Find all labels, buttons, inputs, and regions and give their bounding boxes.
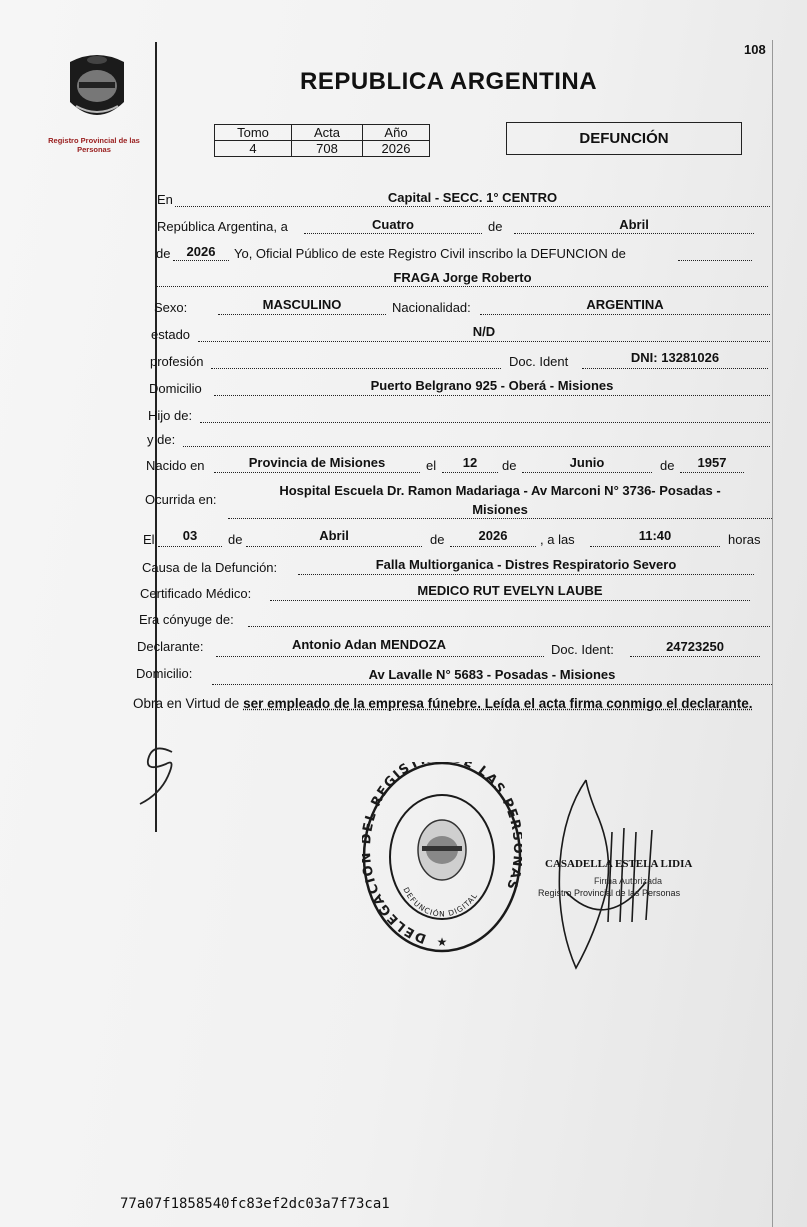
year-value: 2026 — [186, 244, 216, 259]
page-number: 108 — [744, 42, 766, 57]
tomo-value: 4 — [215, 141, 292, 157]
republica-label: República Argentina, a — [157, 219, 288, 234]
ocurrida-value-line1: Hospital Escuela Dr. Ramon Madariaga - Av Marconi N° 3736- Posadas - — [279, 483, 721, 498]
declarante-value: Antonio Adan MENDOZA — [291, 637, 447, 652]
domicilio2-label: Domicilio: — [136, 666, 193, 681]
profesion-label: profesión — [150, 354, 204, 369]
declarante-label: Declarante: — [137, 639, 204, 654]
nacido-dia-value: 12 — [462, 455, 478, 470]
anio-header: Año — [363, 125, 430, 141]
seal-ring-text: DELEGACI EL REGIST E LAS PER AS — [362, 762, 522, 946]
deceased-name: FRAGA Jorge Roberto — [393, 270, 532, 285]
signature-scribble — [536, 772, 676, 978]
record-table — [214, 124, 430, 157]
yde-line — [183, 432, 770, 447]
de6-label: de — [430, 532, 445, 547]
def-anio-value: 2026 — [478, 528, 508, 543]
right-edge-line — [772, 40, 773, 1227]
signatory-name: CASADELLA ESTELA LIDIA — [545, 858, 693, 870]
certificado-value: MEDICO RUT EVELYN LAUBE — [417, 583, 603, 598]
de2-label: de — [156, 246, 171, 261]
margin-initial-mark — [132, 742, 192, 812]
obra-prefix: Obra en Virtud de — [133, 696, 240, 711]
signatory-org: Registro Provincial de las Personas — [538, 888, 681, 898]
hijo-label: Hijo de: — [148, 408, 193, 423]
ocurrida-value-line2: Misiones — [472, 502, 528, 517]
doc-ident2-label: Doc. Ident: — [551, 642, 614, 657]
svg-text:DEFUNCIÓN DIGITAL — [401, 886, 479, 919]
tomo-header: Tomo — [215, 125, 292, 141]
intro-text: Yo, Oficial Público de este Registro Civil inscribo la DEFUNCION de — [234, 246, 626, 261]
intro-line — [678, 246, 752, 261]
estado-label: estado — [151, 327, 191, 342]
sexo-value: MASCULINO — [262, 297, 342, 312]
de5-label: de — [228, 532, 243, 547]
causa-label: Causa de la Defunción: — [142, 560, 278, 575]
en-label: En — [157, 192, 173, 207]
footer-hash: 77a07f1858540fc83ef2dc03a7f73ca1 — [120, 1196, 390, 1212]
causa-value: Falla Multiorganica - Distres Respiratorio Severo — [375, 557, 677, 572]
el-label: el — [426, 458, 437, 473]
nacionalidad-label: Nacionalidad: — [392, 300, 471, 315]
de4-label: de — [660, 458, 675, 473]
nacido-lugar-value: Provincia de Misiones — [248, 455, 386, 470]
domicilio2-value: Av Lavalle N° 5683 - Posadas - Misiones — [368, 667, 616, 682]
nacido-anio-value: 1957 — [697, 455, 727, 470]
el2-label: El — [143, 532, 155, 547]
issuer-caption: Registro Provincial de las Personas — [48, 136, 140, 154]
hijo-line — [200, 408, 770, 423]
anio-value: 2026 — [363, 141, 430, 157]
doc-ident-value: DNI: 13281026 — [630, 350, 720, 365]
doc-ident2-value: 24723250 — [666, 639, 724, 654]
page-title: REPUBLICA ARGENTINA — [300, 68, 598, 95]
acta-value: 708 — [292, 141, 363, 157]
domicilio-value: Puerto Belgrano 925 - Oberá - Misiones — [370, 378, 614, 393]
estado-value: N/D — [472, 324, 496, 339]
registry-logo — [62, 50, 132, 128]
conyuge-label: Era cónyuge de: — [139, 612, 234, 627]
day-word-value: Cuatro — [372, 217, 414, 232]
official-seal — [362, 762, 522, 958]
nacido-mes-value: Junio — [569, 455, 605, 470]
nacionalidad-value: ARGENTINA — [586, 297, 664, 312]
def-mes-value: Abril — [319, 528, 349, 543]
conyuge-line — [248, 612, 770, 627]
ocurrida-line — [228, 504, 772, 519]
nacido-label: Nacido en — [146, 458, 205, 473]
alas-label: , a las — [540, 532, 575, 547]
de-label: de — [488, 219, 503, 234]
month-value: Abril — [619, 217, 649, 232]
obra-paragraph — [133, 694, 777, 714]
signatory-role: Firma Autorizada — [594, 876, 663, 886]
svg-text:★: ★ — [436, 935, 448, 949]
en-value: Capital - SECC. 1° CENTRO — [387, 190, 558, 205]
ocurrida-label: Ocurrida en: — [145, 492, 217, 507]
certificado-label: Certificado Médico: — [140, 586, 252, 601]
de3-label: de — [502, 458, 517, 473]
yde-label: y de: — [147, 432, 176, 447]
document-type-box: DEFUNCIÓN — [506, 122, 742, 155]
profesion-line — [211, 354, 501, 369]
def-hora-value: 11:40 — [638, 528, 672, 543]
acta-header: Acta — [292, 125, 363, 141]
horas-label: horas — [728, 532, 761, 547]
seal-inner-text: DEFUNCIÓN DIGITAL — [401, 885, 480, 919]
obra-value: ser empleado de la empresa fúnebre. Leída el acta firma conmigo el declarante. — [243, 696, 753, 711]
sexo-label: Sexo: — [154, 300, 188, 315]
def-dia-value: 03 — [182, 528, 198, 543]
domicilio-label: Domicilio — [149, 381, 202, 396]
doc-ident-label: Doc. Ident — [509, 354, 569, 369]
